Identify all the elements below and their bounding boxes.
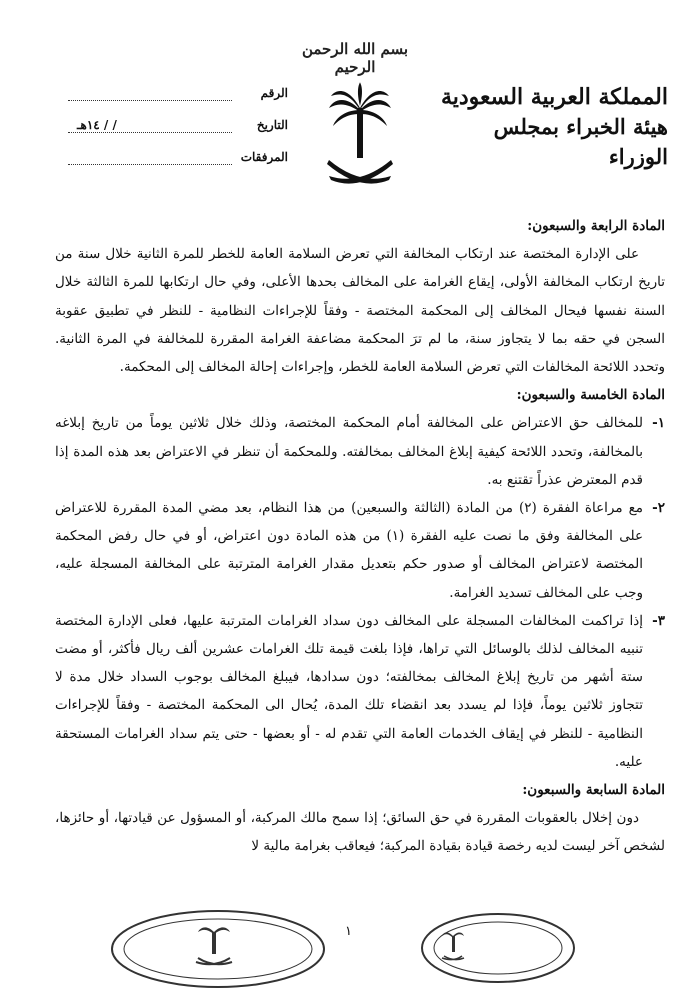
ref-number-label: الرقم (260, 86, 288, 100)
article-75-item (55, 409, 665, 494)
ref-number-row (68, 86, 288, 108)
date-label: التاريخ (256, 118, 288, 132)
article-76-heading: المادة السابعة والسبعون: (522, 782, 665, 799)
item-text: إذا تراكمت المخالفات المسجلة على المخالف دون سداد الغرامات المترتبة عليها، فعلى الإدارة المختصة تنبيه المخالف لذلك بالوسائل التي تراها، فإذا بلغت قيمة تلك الغرامات عشرين ألف ريال فأكثر، أو مضت ستة أشهر من تاريخ إبلاغ المخالف بمخالفته؛ دون سدادها، فيبلغ المخالف بوجوب السداد خلال مدة لا تتجاوز ثلاثين يوماً، فإذا لم يسدد بعد انقضاء تلك المدة، يُحال الى المحكمة المختصة - وفقاً للإجراءات النظامية - للنظر في إيقاف الخدمات العامة التي تقدم له - أو بعضها - حتى يتم سداد الغرامات المستحقة عليه. (55, 612, 643, 770)
article-76-text: دون إخلال بالعقوبات المقررة في حق السائق؛ إذا سمح مالك المركبة، أو المسؤول عن قيادتها، أو حائزها، لشخص آخر ليست لديه رخصة قيادة بقيادة المركبة؛ فيعاقب بغرامة مالية لا (55, 810, 665, 855)
official-stamp-left-icon (108, 908, 328, 990)
article-74-text: على الإدارة المختصة عند ارتكاب المخالفة التي تعرض السلامة العامة للخطر للمرة الثانية خلال سنة من تاريخ ارتكاب المخالفة الأولى، إيقاع الغرامة على المخالف بحدها الأعلى، وفي حال ارتكابها للمرة الثالثة خلال السنة نفسها فيحال المخالف إلى المحكمة المختصة - وفقاً للإجراءات النظامية - للنظر في تطبيق عقوبة السجن في حقه بما لا يتجاوز سنة، ما لم ترَ المحكمة مضاعفة الغرامة المقررة للمخالفة في المرة الثانية. وتحدد اللائحة المخالفات التي تعرض السلامة العامة للخطر، وإجراءات إحالة المخالف إلى المحكمة. (55, 246, 665, 376)
item-number: ٣- (652, 612, 665, 629)
org-country-name: المملكة العربية السعودية (440, 84, 668, 110)
article-75-heading: المادة الخامسة والسبعون: (516, 387, 665, 404)
article-74-heading: المادة الرابعة والسبعون: (527, 218, 665, 234)
date-line (68, 132, 232, 133)
reference-fields (68, 86, 288, 182)
article-75-item (55, 607, 665, 776)
page-number: ١ (345, 924, 352, 939)
item-text: مع مراعاة الفقرة (٢) من المادة (الثالثة والسبعين) من هذا النظام، بعد مضي المدة المقررة للاعتراض على المخالفة وفق ما نصت عليه الفقرة (١) من هذه المادة دون اعتراض، أو في حال رفض المحكمة المختصة لاعتراض المخالف أو صدور حكم بتعديل مقدار الغرامة المترتبة على المخالفة المسجلة عليه، وجب على المخالف تسديد الغرامة. (55, 500, 644, 601)
item-text: للمخالف حق الاعتراض على المخالفة أمام المحكمة المختصة، وذلك خلال ثلاثين يوماً من تاريخ إبلاغه بالمخالفة، وتحدد اللائحة كيفية إبلاغ المخالف بمخالفته. وللمحكمة أن تنظر في الاعتراض بعد هذه المدة إذا قدم المعترض عذراً تقتنع به. (55, 415, 643, 488)
official-stamp-right-icon (418, 910, 578, 986)
attachments-row (68, 150, 288, 172)
article-75-item (55, 494, 665, 607)
date-row (68, 118, 288, 140)
item-number: ٢- (652, 500, 665, 517)
bismillah-header: بسم الله الرحمن الرحيم (301, 40, 409, 76)
attachments-line (68, 164, 232, 165)
document-body (55, 212, 665, 861)
ref-number-line (68, 100, 232, 101)
org-authority-name: هيئة الخبراء بمجلس الوزراء (493, 114, 668, 169)
date-value: / / ١٤هـ (74, 118, 120, 132)
organization-header (428, 82, 668, 172)
saudi-emblem-icon (325, 80, 395, 190)
attachments-label: المرفقات (240, 150, 288, 164)
item-number: ١- (652, 415, 665, 432)
